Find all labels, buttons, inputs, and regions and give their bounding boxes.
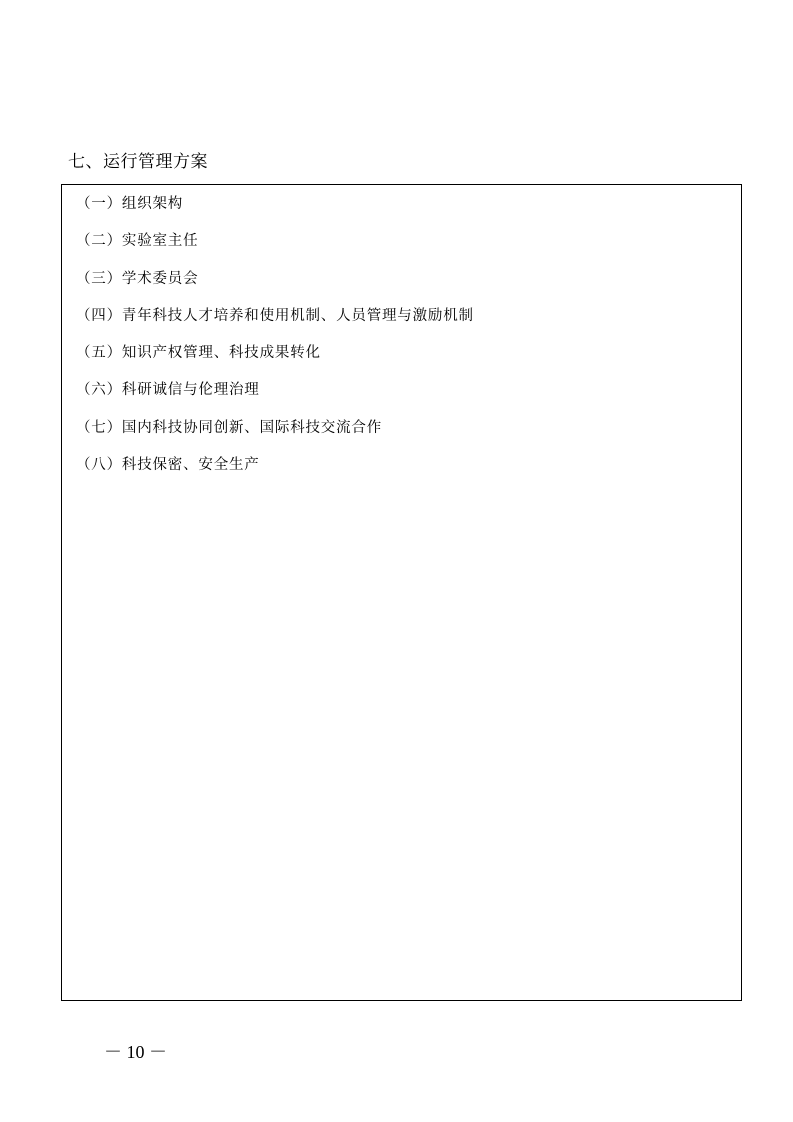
list-item: （八）科技保密、安全生产 [76, 457, 260, 474]
list-item: （六）科研诚信与伦理治理 [76, 382, 260, 399]
item-list [76, 193, 474, 491]
list-item: （四）青年科技人才培养和使用机制、人员管理与激励机制 [76, 307, 474, 324]
content-box [61, 184, 742, 1001]
list-item: （五）知识产权管理、科技成果转化 [76, 345, 321, 362]
list-item: （七）国内科技协同创新、国际科技交流合作 [76, 419, 382, 436]
page-number: － 10 － [104, 1042, 167, 1062]
section-title: 七、运行管理方案 [68, 152, 208, 172]
list-item: （三）学术委员会 [76, 270, 199, 287]
list-item: （二）实验室主任 [76, 233, 199, 250]
list-item: （一）组织架构 [76, 196, 184, 212]
